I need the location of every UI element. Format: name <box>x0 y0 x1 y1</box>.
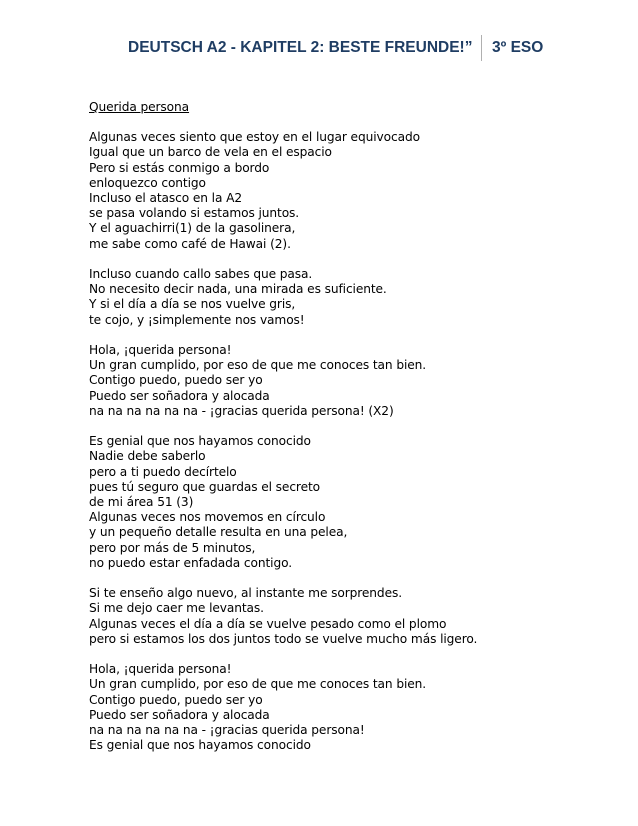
lyric-line: de mi área 51 (3) <box>89 495 194 510</box>
stanza-list <box>89 130 609 753</box>
lyric-line: Contigo puedo, puedo ser yo <box>89 373 263 388</box>
stanza <box>89 130 609 252</box>
lyric-line: Nadie debe saberlo <box>89 449 206 464</box>
lyric-line: Un gran cumplido, por eso de que me conoces tan bien. <box>89 358 427 373</box>
lyric-line: Incluso el atasco en la A2 <box>89 191 242 206</box>
header-level: 3º ESO <box>492 39 544 56</box>
lyric-line: Contigo puedo, puedo ser yo <box>89 692 263 707</box>
lyric-line: enloquezco contigo <box>89 175 206 190</box>
stanza <box>89 343 609 419</box>
stanza <box>89 662 609 753</box>
lyric-line: Algunas veces nos movemos en círculo <box>89 510 326 525</box>
lyric-line: Si me dejo caer me levantas. <box>89 601 264 616</box>
lyric-line: Incluso cuando callo sabes que pasa. <box>89 267 313 282</box>
lyric-line: Algunas veces siento que estoy en el lugar equivocado <box>89 130 420 145</box>
lyric-line: Algunas veces el día a día se vuelve pesado como el plomo <box>89 616 447 631</box>
stanza <box>89 434 609 571</box>
lyric-line: se pasa volando si estamos juntos. <box>89 206 300 221</box>
song-title: Querida persona <box>89 100 190 114</box>
lyric-line: Un gran cumplido, por eso de que me conoces tan bien. <box>89 677 427 692</box>
lyric-line: Puedo ser soñadora y alocada <box>89 388 270 403</box>
page-header <box>0 35 638 65</box>
lyric-line: pero a ti puedo decírtelo <box>89 464 237 479</box>
stanza <box>89 586 609 647</box>
lyric-line: Si te enseño algo nuevo, al instante me sorprendes. <box>89 586 402 601</box>
lyric-line: na na na na na na - ¡gracias querida persona! <box>89 723 365 738</box>
lyric-line: pero por más de 5 minutos, <box>89 540 256 555</box>
lyric-line: no puedo estar enfadada contigo. <box>89 555 293 570</box>
lyric-line: Es genial que nos hayamos conocido <box>89 434 311 449</box>
lyric-line: pero si estamos los dos juntos todo se vuelve mucho más ligero. <box>89 631 478 646</box>
lyric-line: te cojo, y ¡simplemente nos vamos! <box>89 312 305 327</box>
lyric-line: Pero si estás conmigo a bordo <box>89 160 270 175</box>
lyric-line: Igual que un barco de vela en el espacio <box>89 145 332 160</box>
header-divider <box>481 35 482 61</box>
lyric-line: pues tú seguro que guardas el secreto <box>89 479 321 494</box>
lyric-line: Y si el día a día se nos vuelve gris, <box>89 297 296 312</box>
lyric-line: Y el aguachirri(1) de la gasolinera, <box>89 221 296 236</box>
header-title: DEUTSCH A2 - KAPITEL 2: BESTE FREUNDE!” <box>128 39 473 56</box>
lyric-line: Puedo ser soñadora y alocada <box>89 707 270 722</box>
lyric-line: Hola, ¡querida persona! <box>89 662 232 677</box>
lyric-line: Es genial que nos hayamos conocido <box>89 738 311 753</box>
lyric-line: No necesito decir nada, una mirada es suficiente. <box>89 282 387 297</box>
lyric-line: na na na na na na - ¡gracias querida persona! (X2) <box>89 403 394 418</box>
song-lyrics <box>89 100 609 769</box>
lyric-line: Hola, ¡querida persona! <box>89 343 232 358</box>
lyric-line: me sabe como café de Hawai (2). <box>89 236 291 251</box>
stanza <box>89 267 609 328</box>
lyric-line: y un pequeño detalle resulta en una pelea, <box>89 525 348 540</box>
